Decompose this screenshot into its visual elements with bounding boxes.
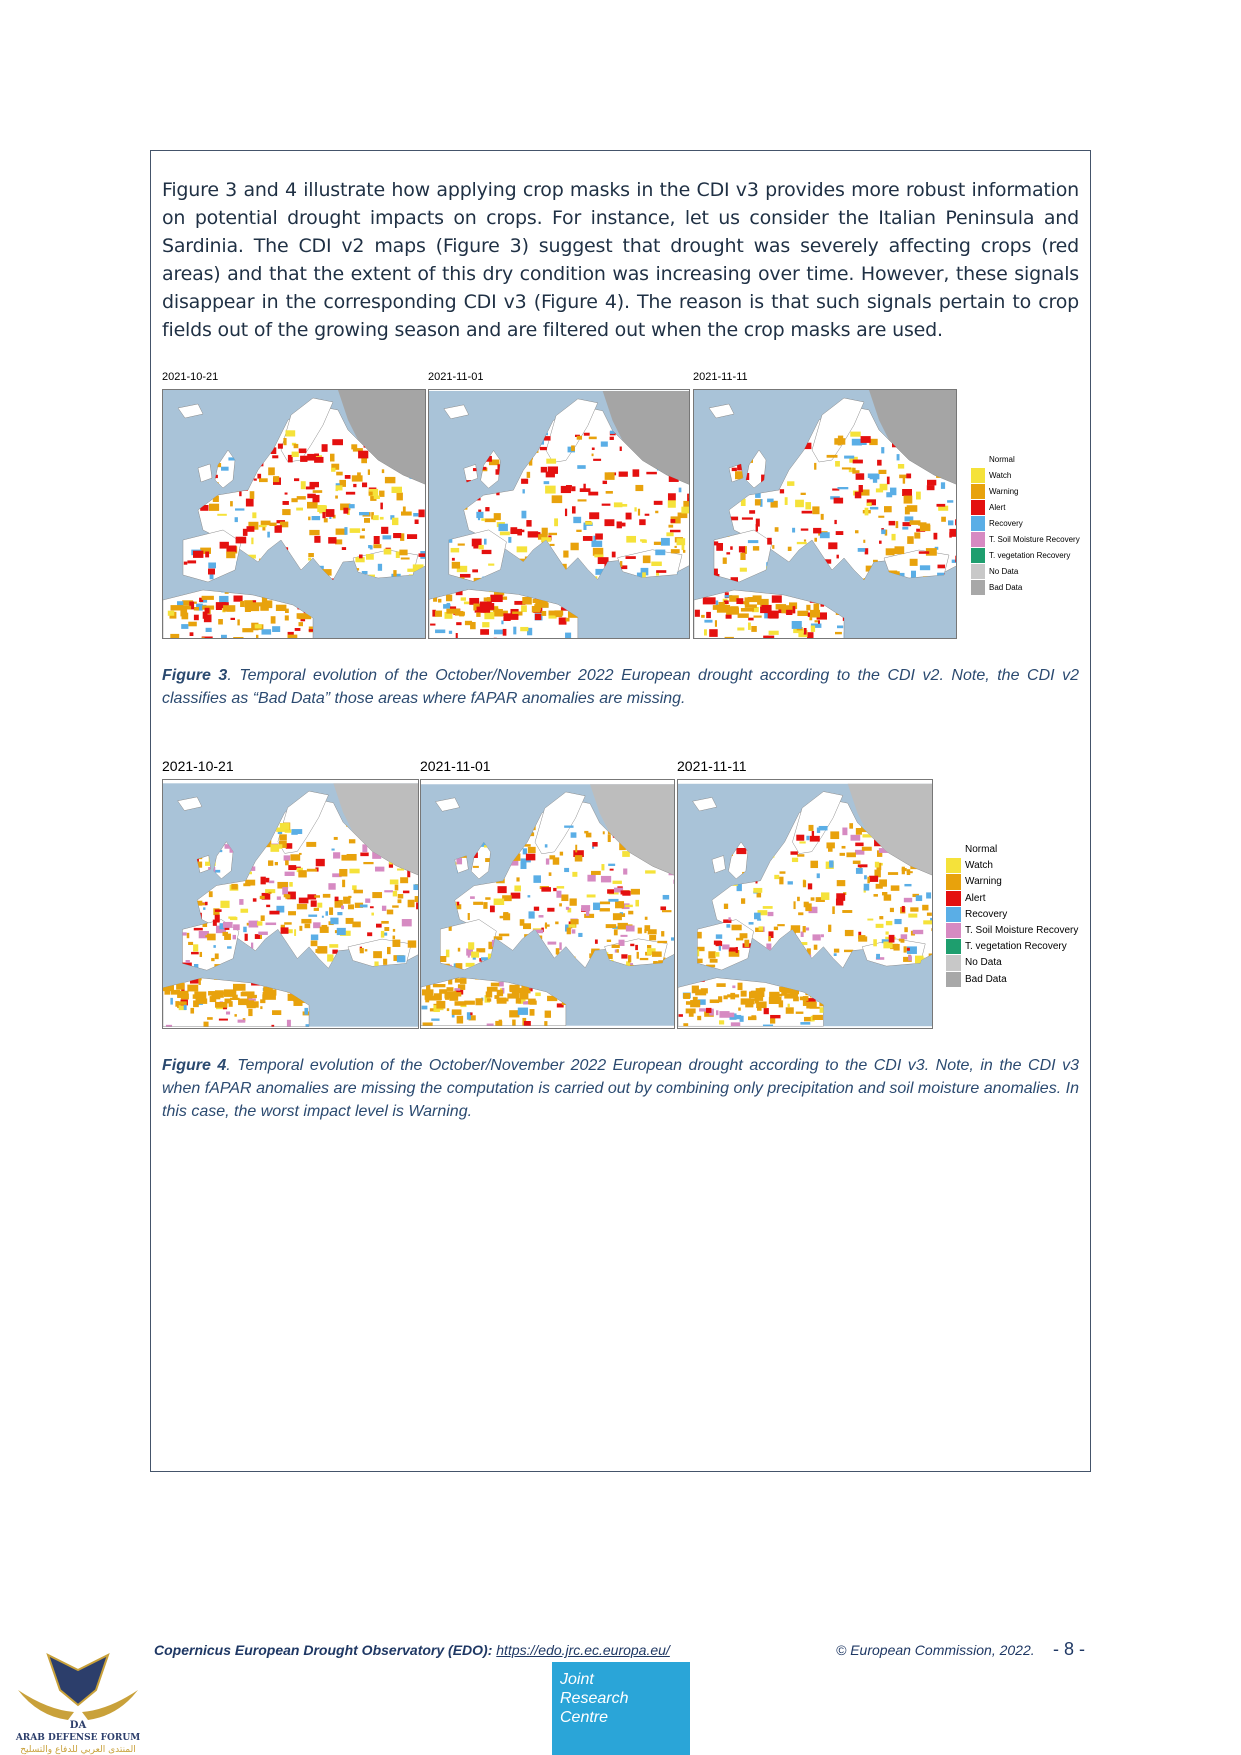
legend-item <box>971 564 1018 579</box>
fig3-date-2: 2021-11-01 <box>428 371 484 383</box>
legend-label: No Data <box>965 957 1002 969</box>
fig3-map-3 <box>693 389 957 639</box>
legend-swatch <box>946 858 961 873</box>
fig3-map-1 <box>162 389 426 639</box>
fig4-map-3 <box>677 779 933 1029</box>
legend-label: Watch <box>989 471 1012 480</box>
legend-item <box>946 858 993 873</box>
legend-label: Recovery <box>965 908 1008 920</box>
fig4-date-3: 2021-11-11 <box>677 758 747 774</box>
legend-swatch <box>946 923 961 938</box>
legend-label: T. Soil Moisture Recovery <box>989 535 1080 544</box>
fig4-map-2 <box>420 779 675 1029</box>
legend-swatch <box>946 842 961 857</box>
legend-item <box>971 516 1023 531</box>
jrc-logo-line-3: Centre <box>560 1709 609 1726</box>
legend-label: Recovery <box>989 519 1023 528</box>
legend-item <box>971 580 1022 595</box>
legend-item <box>946 842 997 857</box>
body-paragraph: Figure 3 and 4 illustrate how applying crop masks in the CDI v3 provides more robust information on potential drought impacts on crops. For instance, let us consider the Italian Peninsula and Sardinia. The CDI v2 maps (Figure 3) suggest that drought was severely affecting crops (red areas) and that the extent of this dry condition was increasing over time. However, these signals disappear in the corresponding CDI v3 (Figure 4). The reason is that such signals pertain to crop fields out of the growing season and are filtered out when the crop masks are used. <box>162 179 1079 341</box>
jrc-logo-line-1: Joint <box>560 1671 594 1688</box>
fig3-caption <box>162 664 1079 710</box>
legend-swatch <box>971 516 985 531</box>
legend-item <box>946 874 1002 889</box>
fig3-caption-label: Figure 3 <box>162 667 228 684</box>
fig4-caption-text: . Temporal evolution of the October/November 2022 European drought according to the CDI v3. Note, in the CDI v3 when fAPAR anomalies are missing the computation is carried out by combining only precipitation and soil moisture anomalies. In this case, the worst impact level is Warning. <box>162 1057 1079 1120</box>
legend-swatch <box>946 939 961 954</box>
legend-item <box>946 955 1002 970</box>
legend-item <box>971 548 1070 563</box>
logo-text-arabic: المنتدى العربي للدفاع والتسليح <box>20 1745 136 1755</box>
legend-label: Alert <box>965 892 986 904</box>
legend-label: Bad Data <box>965 973 1007 985</box>
legend-item <box>971 500 1005 515</box>
legend-swatch <box>971 532 985 547</box>
legend-label: Warning <box>989 487 1019 496</box>
legend-swatch <box>946 891 961 906</box>
legend-item <box>946 891 986 906</box>
footer-observatory-label: Copernicus European Drought Observatory (EDO): <box>154 1642 493 1658</box>
legend-label: Bad Data <box>989 583 1023 592</box>
legend-swatch <box>971 484 985 499</box>
legend-item <box>971 468 1011 483</box>
legend-label: No Data <box>989 567 1019 576</box>
legend-item <box>971 452 1015 467</box>
fig3-date-3: 2021-11-11 <box>693 371 748 383</box>
arab-defense-forum-logo <box>8 1650 148 1755</box>
logo-initials: DA <box>69 1720 87 1731</box>
fig3-caption-text: . Temporal evolution of the October/November 2022 European drought according to the CDI v2. Note, the CDI v2 classifies as “Bad Data” those areas where fAPAR anomalies are missing. <box>162 667 1080 707</box>
legend-swatch <box>971 452 985 467</box>
jrc-logo <box>552 1662 690 1755</box>
fig4-date-2: 2021-11-01 <box>420 758 491 774</box>
fig4-caption-label: Figure 4 <box>162 1057 227 1074</box>
legend-label: T. vegetation Recovery <box>989 551 1071 560</box>
legend-swatch <box>971 468 985 483</box>
wings-icon <box>18 1655 138 1720</box>
legend-swatch <box>946 874 961 889</box>
legend-swatch <box>946 955 961 970</box>
legend-label: Normal <box>965 844 998 856</box>
legend-item <box>946 923 1078 938</box>
legend-swatch <box>971 548 985 563</box>
legend-label: Normal <box>989 455 1015 464</box>
legend-swatch <box>946 907 961 922</box>
fig4-map-1 <box>162 779 419 1029</box>
legend-item <box>946 907 1007 922</box>
jrc-logo-line-2: Research <box>560 1690 629 1707</box>
fig3-map-2 <box>428 389 690 639</box>
legend-label: T. Soil Moisture Recovery <box>965 925 1079 937</box>
legend-item <box>946 939 1067 954</box>
legend-swatch <box>971 580 985 595</box>
legend-label: Alert <box>989 503 1006 512</box>
page-number: - 8 - <box>1053 1639 1086 1659</box>
fig3-date-1: 2021-10-21 <box>162 371 219 383</box>
legend-swatch <box>971 500 985 515</box>
legend-item <box>971 484 1019 499</box>
legend-item <box>946 972 1007 987</box>
legend-label: T. vegetation Recovery <box>965 941 1067 953</box>
legend-label: Warning <box>965 876 1002 888</box>
legend-item <box>971 532 1080 547</box>
legend-label: Watch <box>965 860 993 872</box>
legend-swatch <box>971 564 985 579</box>
footer-observatory <box>154 1642 670 1658</box>
logo-text-english: ARAB DEFENSE FORUM <box>15 1733 141 1743</box>
legend-swatch <box>946 972 961 987</box>
fig4-date-1: 2021-10-21 <box>162 758 234 774</box>
footer-url-link[interactable]: https://edo.jrc.ec.europa.eu/ <box>496 1642 670 1658</box>
fig4-caption <box>162 1054 1079 1123</box>
footer-copyright: © European Commission, 2022. <box>836 1642 1035 1658</box>
